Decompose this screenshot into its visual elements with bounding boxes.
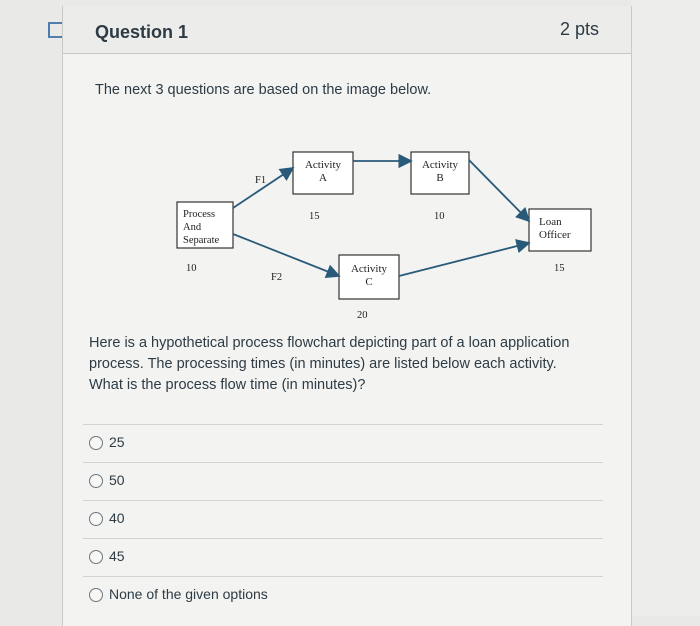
question-points: 2 pts (559, 19, 599, 39)
process-label-2: And (183, 222, 202, 233)
radio-button[interactable] (89, 474, 103, 488)
radio-button[interactable] (89, 512, 103, 526)
activity-b-label-1: Activity (421, 159, 459, 171)
flow-f1-label: F1 (255, 175, 267, 186)
question-header (63, 6, 631, 54)
activity-a-time: 15 (309, 211, 320, 222)
question-text-line: process. The processing times (in minutes) are listed below each activity. (89, 356, 557, 372)
activity-c-time: 20 (357, 310, 368, 321)
arrow-process-to-a (233, 168, 293, 208)
process-flowchart (173, 148, 603, 328)
answer-label[interactable]: None of the given options (109, 586, 268, 602)
radio-button[interactable] (89, 436, 103, 450)
answer-option-45[interactable] (83, 538, 603, 573)
answer-option-40[interactable] (83, 500, 603, 535)
radio-button[interactable] (89, 588, 103, 602)
activity-a-label-1: Activity (304, 159, 342, 171)
answer-label[interactable]: 50 (109, 472, 125, 488)
activity-c-label-1: Activity (350, 263, 388, 275)
flow-f2-label: F2 (271, 272, 283, 283)
question-text-line: What is the process flow time (in minutes)? (89, 377, 366, 393)
arrow-c-to-loan (399, 243, 529, 276)
process-label-1: Process (183, 209, 216, 220)
answer-option-50[interactable] (83, 462, 603, 497)
radio-button[interactable] (89, 550, 103, 564)
question-text (89, 333, 609, 396)
process-label-3: Separate (183, 235, 220, 246)
activity-a-label-2: A (319, 172, 327, 184)
process-time: 10 (186, 263, 197, 274)
arrow-process-to-c (233, 234, 339, 276)
activity-b-label-2: B (436, 172, 444, 184)
page-background-right (631, 0, 700, 616)
loan-officer-label-2: Officer (539, 229, 571, 241)
activity-b-time: 10 (434, 211, 445, 222)
question-card (62, 6, 632, 626)
question-title: Question 1 (95, 22, 189, 42)
loan-officer-label-1: Loan (539, 216, 562, 228)
answer-option-none[interactable] (83, 576, 603, 611)
answer-option-25[interactable] (83, 424, 603, 459)
answer-label[interactable]: 25 (109, 434, 125, 450)
loan-officer-time: 15 (554, 263, 565, 274)
answer-label[interactable]: 45 (109, 548, 125, 564)
question-intro: The next 3 questions are based on the image below. (95, 82, 432, 98)
question-text-line: Here is a hypothetical process flowchart depicting part of a loan application (89, 335, 570, 351)
answer-label[interactable]: 40 (109, 510, 125, 526)
activity-c-label-2: C (365, 276, 373, 288)
arrow-b-to-loan (469, 160, 529, 221)
